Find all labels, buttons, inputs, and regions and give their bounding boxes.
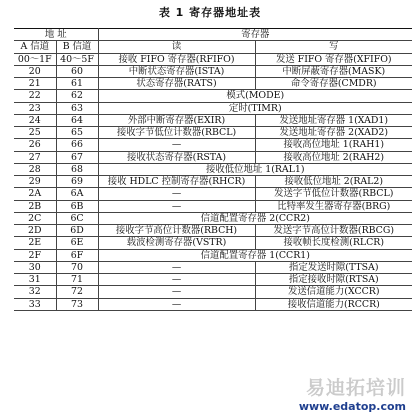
a-channel-cell: 31: [14, 274, 56, 286]
table-row: [14, 212, 412, 224]
write-register-cell: 接收信道能力(RCCR): [255, 298, 412, 310]
write-register-cell: 发送信道能力(XCCR): [255, 286, 412, 298]
read-register-cell: —: [98, 200, 255, 212]
write-register-cell: 发送地址寄存器 2(XAD2): [255, 127, 412, 139]
table-row: [14, 200, 412, 212]
a-channel-cell: 29: [14, 176, 56, 188]
table-row: [14, 151, 412, 163]
a-channel-cell: 2F: [14, 249, 56, 261]
a-channel-cell: 20: [14, 65, 56, 77]
read-register-cell: —: [98, 286, 255, 298]
table-row: [14, 127, 412, 139]
a-channel-cell: 25: [14, 127, 56, 139]
write-register-cell: 发送字节低位计数器(RBCL): [255, 188, 412, 200]
b-channel-cell: 60: [56, 65, 98, 77]
a-channel-cell: 30: [14, 261, 56, 273]
a-channel-cell: 2A: [14, 188, 56, 200]
write-register-cell: 发送 FIFO 寄存器(XFIFO): [255, 53, 412, 65]
a-channel-cell: 2C: [14, 212, 56, 224]
b-channel-cell: 68: [56, 163, 98, 175]
b-channel-cell: 6D: [56, 225, 98, 237]
a-channel-cell: 26: [14, 139, 56, 151]
read-register-cell: 接收字节高位计数器(RBCH): [98, 225, 255, 237]
table-row: [14, 274, 412, 286]
table-row: [14, 237, 412, 249]
b-channel-cell: 6B: [56, 200, 98, 212]
write-register-cell: 指定接收时隙(RTSA): [255, 274, 412, 286]
write-register-cell: 发送地址寄存器 1(XAD1): [255, 114, 412, 126]
b-channel-cell: 6F: [56, 249, 98, 261]
b-channel-cell: 63: [56, 102, 98, 114]
table-row: [14, 176, 412, 188]
read-register-cell: —: [98, 139, 255, 151]
b-channel-cell: 72: [56, 286, 98, 298]
b-channel-cell: 67: [56, 151, 98, 163]
read-register-cell: 外部中断寄存器(EXIR): [98, 114, 255, 126]
register-cell: 信道配置寄存器 1(CCR1): [98, 249, 412, 261]
write-register-cell: 接收高位地址 1(RAH1): [255, 139, 412, 151]
b-channel-cell: 65: [56, 127, 98, 139]
a-channel-cell: 22: [14, 90, 56, 102]
b-channel-header: B 信道: [56, 41, 98, 53]
b-channel-cell: 73: [56, 298, 98, 310]
table-row: [14, 65, 412, 77]
a-channel-cell: 2D: [14, 225, 56, 237]
table-caption: 表 1 寄存器地址表: [158, 6, 262, 19]
a-channel-cell: 32: [14, 286, 56, 298]
table-row: [14, 78, 412, 90]
a-channel-cell: 00～1F: [14, 53, 56, 65]
watermark-text: 易迪拓培训: [305, 377, 406, 399]
b-channel-cell: 6A: [56, 188, 98, 200]
write-header: 写: [255, 41, 412, 53]
b-channel-cell: 6E: [56, 237, 98, 249]
read-register-cell: 接收状态寄存器(RSTA): [98, 151, 255, 163]
read-register-cell: —: [98, 261, 255, 273]
a-channel-cell: 21: [14, 78, 56, 90]
write-register-cell: 接收低位地址 2(RAL2): [255, 176, 412, 188]
register-cell: 模式(MODE): [98, 90, 412, 102]
table-row: [14, 261, 412, 273]
write-register-cell: 接收帧长度检测(RLCR): [255, 237, 412, 249]
table-row: [14, 139, 412, 151]
b-channel-cell: 62: [56, 90, 98, 102]
read-register-cell: —: [98, 274, 255, 286]
address-header: 地 址: [14, 29, 98, 41]
write-register-cell: 接收高位地址 2(RAH2): [255, 151, 412, 163]
read-header: 读: [98, 41, 255, 53]
read-register-cell: 载波检测寄存器(VSTR): [98, 237, 255, 249]
read-register-cell: 中断状态寄存器(ISTA): [98, 65, 255, 77]
b-channel-cell: 66: [56, 139, 98, 151]
write-register-cell: 比特率发生器寄存器(BRG): [255, 200, 412, 212]
a-channel-cell: 2E: [14, 237, 56, 249]
read-register-cell: 接收 HDLC 控制寄存器(RHCR): [98, 176, 255, 188]
a-channel-cell: 28: [14, 163, 56, 175]
header-row-1: [14, 29, 412, 41]
read-register-cell: 接收 FIFO 寄存器(RFIFO): [98, 53, 255, 65]
table-row: [14, 225, 412, 237]
header-row-2: [14, 41, 412, 53]
read-register-cell: 状态寄存器(RATS): [98, 78, 255, 90]
b-channel-cell: 6C: [56, 212, 98, 224]
watermark-url: www.edatop.com: [298, 400, 406, 413]
table-row: [14, 53, 412, 65]
b-channel-cell: 69: [56, 176, 98, 188]
register-cell: 定时(TIMR): [98, 102, 412, 114]
register-address-table: [14, 28, 412, 311]
b-channel-cell: 71: [56, 274, 98, 286]
read-register-cell: 接收字节低位计数器(RBCL): [98, 127, 255, 139]
register-header: 寄存器: [98, 29, 412, 41]
a-channel-cell: 24: [14, 114, 56, 126]
table-row: [14, 90, 412, 102]
b-channel-cell: 40～5F: [56, 53, 98, 65]
b-channel-cell: 70: [56, 261, 98, 273]
watermark: [299, 373, 406, 413]
table-row: [14, 249, 412, 261]
write-register-cell: 发送字节高位计数器(RBCG): [255, 225, 412, 237]
b-channel-cell: 64: [56, 114, 98, 126]
table-row: [14, 286, 412, 298]
a-channel-header: A 信道: [14, 41, 56, 53]
a-channel-cell: 27: [14, 151, 56, 163]
table-row: [14, 163, 412, 175]
a-channel-cell: 23: [14, 102, 56, 114]
register-cell: 信道配置寄存器 2(CCR2): [98, 212, 412, 224]
table-row: [14, 102, 412, 114]
table-row: [14, 114, 412, 126]
table-row: [14, 188, 412, 200]
read-register-cell: —: [98, 298, 255, 310]
b-channel-cell: 61: [56, 78, 98, 90]
register-cell: 接收低位地址 1(RAL1): [98, 163, 412, 175]
write-register-cell: 中断屏蔽寄存器(MASK): [255, 65, 412, 77]
a-channel-cell: 2B: [14, 200, 56, 212]
write-register-cell: 指定发送时隙(TTSA): [255, 261, 412, 273]
table-row: [14, 298, 412, 310]
a-channel-cell: 33: [14, 298, 56, 310]
write-register-cell: 命令寄存器(CMDR): [255, 78, 412, 90]
table-body: [14, 53, 412, 310]
read-register-cell: —: [98, 188, 255, 200]
